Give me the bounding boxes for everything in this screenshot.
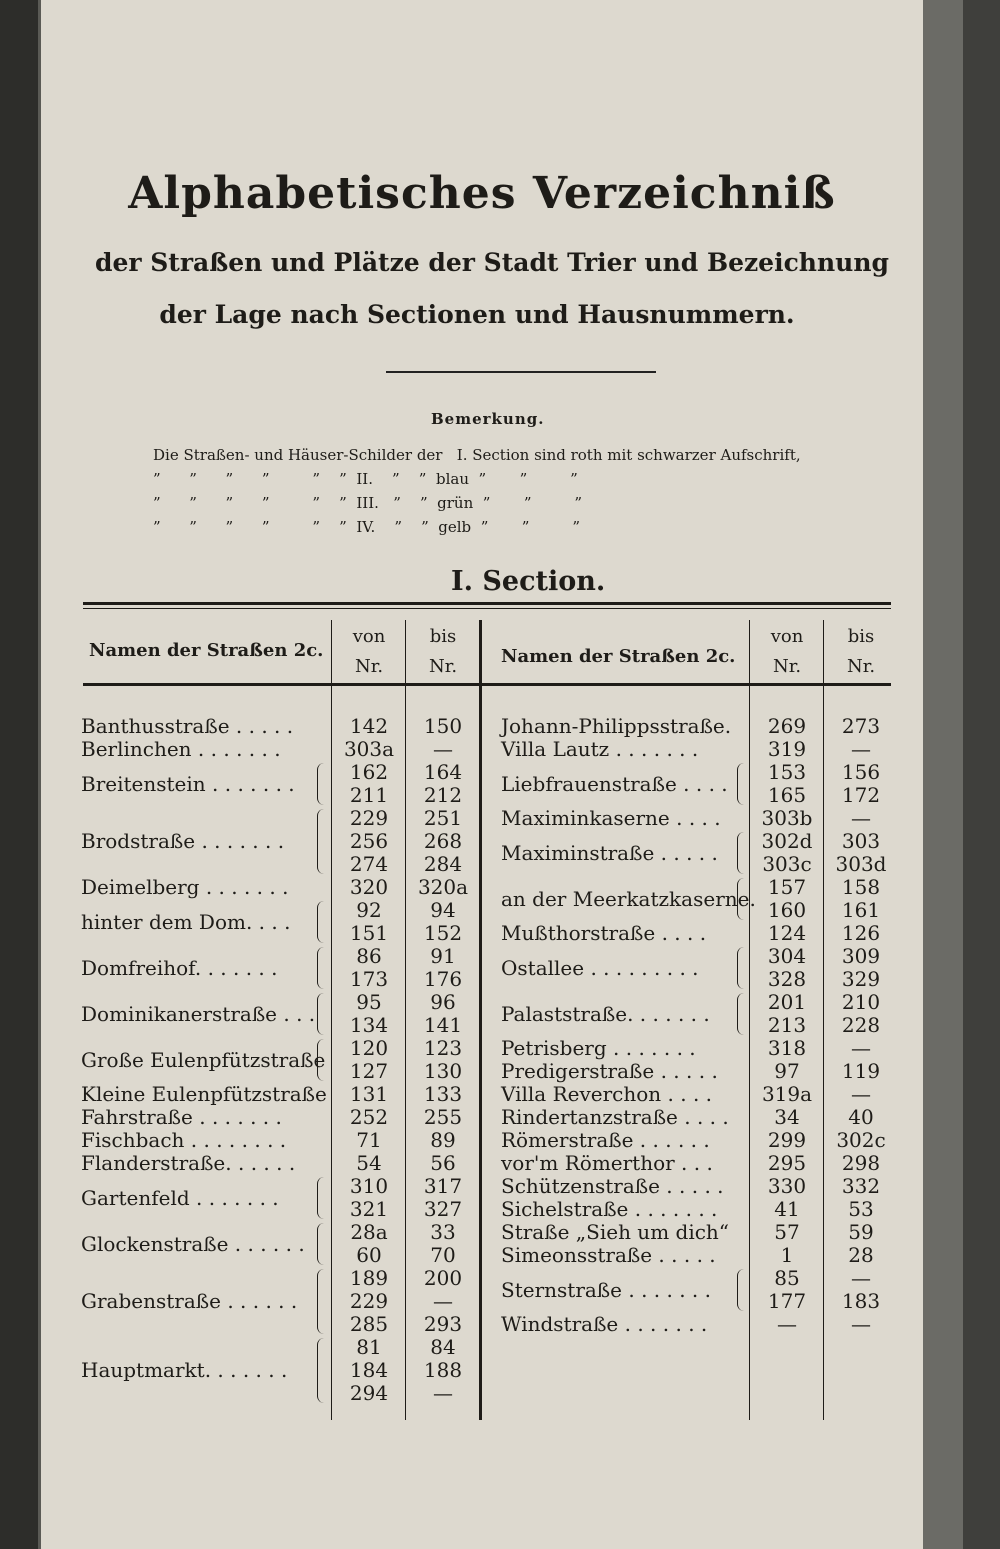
number-bis: — (851, 1036, 871, 1060)
number-bis: 156 (841, 760, 881, 784)
header-nr-text: Nr. (772, 656, 802, 677)
number-bis: 255 (423, 1105, 463, 1129)
street-name: Maximinkaserne . . . . (501, 806, 721, 830)
number-bis: 161 (841, 898, 881, 922)
remark-line: ” ” ” ” ” ” IV. ” ” gelb ” ” ” (153, 518, 580, 536)
street-name: Grabenstraße . . . . . . (81, 1289, 298, 1313)
street-name: Ostallee . . . . . . . . . (501, 955, 699, 980)
number-von: — (777, 1312, 797, 1336)
number-bis: — (433, 1381, 453, 1405)
street-name: hinter dem Dom. . . . (81, 909, 291, 934)
number-bis: 200 (423, 1266, 463, 1290)
group-brace (737, 878, 744, 920)
number-bis: 59 (848, 1220, 874, 1244)
number-bis: 119 (841, 1059, 881, 1083)
number-von: 229 (349, 1289, 389, 1313)
number-bis: 84 (430, 1335, 456, 1359)
street-name: Sichelstraße . . . . . . . (501, 1197, 718, 1221)
table-top-rule (83, 602, 891, 605)
page-title: Alphabetisches Verzeichniß (128, 168, 836, 219)
number-von: 160 (767, 898, 807, 922)
header-name-left: Namen der Straßen 2c. (89, 640, 324, 661)
header-von-text: von (770, 626, 804, 647)
street-name: Mußthorstraße . . . . (501, 921, 707, 945)
header-nr-text: Nr. (428, 656, 458, 677)
number-von: 285 (349, 1312, 389, 1336)
number-bis: 273 (841, 714, 881, 738)
number-bis: 89 (430, 1128, 456, 1152)
street-name: Rindertanzstraße . . . . (501, 1105, 729, 1129)
street-name: Johann-Philippsstraße. (501, 714, 732, 738)
number-von: 303a (343, 737, 395, 761)
number-bis: 303d (835, 852, 887, 876)
number-von: 95 (356, 990, 382, 1014)
street-name: Berlinchen . . . . . . . (81, 737, 281, 761)
street-name: Deimelberg . . . . . . . (81, 875, 289, 899)
group-brace (317, 1177, 324, 1219)
number-bis: 320a (417, 875, 469, 899)
group-brace (317, 1269, 324, 1334)
header-bis-left (407, 622, 479, 682)
number-von: 303c (762, 852, 812, 876)
number-von: 127 (349, 1059, 389, 1083)
number-bis: 212 (423, 783, 463, 807)
number-von: 252 (349, 1105, 389, 1129)
number-von: 294 (349, 1381, 389, 1405)
street-name: Hauptmarkt. . . . . . . (81, 1358, 288, 1382)
street-name: Petrisberg . . . . . . . (501, 1036, 696, 1060)
street-name: Römerstraße . . . . . . (501, 1128, 710, 1152)
header-bis-right (825, 622, 897, 682)
number-von: 57 (774, 1220, 800, 1244)
group-brace (317, 947, 324, 989)
number-bis: 28 (848, 1243, 874, 1267)
street-name: Kleine Eulenpfützstraße (81, 1082, 327, 1106)
remark-line: ” ” ” ” ” ” III. ” ” grün ” ” ” (153, 494, 583, 512)
number-bis: — (851, 806, 871, 830)
street-name: Windstraße . . . . . . . (501, 1312, 708, 1336)
center-divider (479, 620, 482, 1420)
number-von: 201 (767, 990, 807, 1014)
street-name: Simeonsstraße . . . . . (501, 1243, 716, 1267)
street-name: an der Meerkatzkaserne. (501, 886, 756, 911)
header-von-text: von (352, 626, 386, 647)
number-von: 274 (349, 852, 389, 876)
number-bis: 126 (841, 921, 881, 945)
group-brace (317, 809, 324, 874)
number-bis: 268 (423, 829, 463, 853)
number-von: 256 (349, 829, 389, 853)
book-page (38, 0, 963, 1549)
number-bis: 298 (841, 1151, 881, 1175)
number-von: 81 (356, 1335, 382, 1359)
number-von: 124 (767, 921, 807, 945)
remark-line: Die Straßen- und Häuser-Schilder der I. Section sind roth mit schwarzer Aufschrift, (153, 446, 801, 464)
street-name: Schützenstraße . . . . . (501, 1174, 724, 1198)
number-von: 92 (356, 898, 382, 922)
number-von: 310 (349, 1174, 389, 1198)
header-von-right (751, 622, 823, 682)
number-bis: 150 (423, 714, 463, 738)
number-bis: — (851, 1312, 871, 1336)
header-von-left (333, 622, 405, 682)
header-bis-text: bis (429, 626, 457, 647)
number-bis: 164 (423, 760, 463, 784)
street-name: Brodstraße . . . . . . . (81, 829, 285, 853)
number-bis: 40 (848, 1105, 874, 1129)
street-name: Große Eulenpfützstraße (81, 1047, 326, 1072)
number-bis: 141 (423, 1013, 463, 1037)
number-bis: — (851, 737, 871, 761)
number-bis: 183 (841, 1289, 881, 1313)
table-header-rule (83, 683, 891, 686)
number-von: 28a (350, 1220, 388, 1244)
page-subtitle-line1: der Straßen und Plätze der Stadt Trier und Bezeichnung (94, 248, 889, 277)
number-bis: 176 (423, 967, 463, 991)
title-divider (386, 371, 656, 373)
number-bis: 329 (841, 967, 881, 991)
number-von: 321 (349, 1197, 389, 1221)
number-bis: 210 (841, 990, 881, 1014)
number-bis: 251 (423, 806, 463, 830)
group-brace (317, 901, 324, 943)
number-von: 319 (767, 737, 807, 761)
number-bis: 123 (423, 1036, 463, 1060)
group-brace (317, 1039, 324, 1081)
number-von: 153 (767, 760, 807, 784)
number-von: 157 (767, 875, 807, 899)
number-bis: 33 (430, 1220, 456, 1244)
number-von: 151 (349, 921, 389, 945)
header-nr-text: Nr. (846, 656, 876, 677)
page-edge (923, 0, 963, 1549)
number-von: 60 (356, 1243, 382, 1267)
number-von: 295 (767, 1151, 807, 1175)
street-name: Liebfrauenstraße . . . . (501, 771, 728, 796)
number-von: 34 (774, 1105, 800, 1129)
column-divider (331, 620, 332, 1420)
number-bis: 303 (841, 829, 881, 853)
number-bis: 96 (430, 990, 456, 1014)
remark-line: ” ” ” ” ” ” II. ” ” blau ” ” ” (153, 470, 578, 488)
street-name: Fahrstraße . . . . . . . (81, 1105, 282, 1129)
number-bis: — (433, 737, 453, 761)
column-divider (749, 620, 750, 1420)
remark-label: Bemerkung. (431, 410, 545, 428)
table-top-rule-thin (83, 608, 891, 609)
group-brace (737, 763, 744, 805)
street-name: Banthusstraße . . . . . (81, 714, 294, 738)
number-bis: — (851, 1082, 871, 1106)
number-bis: 91 (430, 944, 456, 968)
header-name-right: Namen der Straßen 2c. (501, 646, 736, 667)
street-name: Predigerstraße . . . . . (501, 1059, 718, 1083)
group-brace (737, 1269, 744, 1311)
number-von: 318 (767, 1036, 807, 1060)
number-von: 41 (774, 1197, 800, 1221)
number-bis: 309 (841, 944, 881, 968)
number-von: 134 (349, 1013, 389, 1037)
street-name: Palaststraße. . . . . . . (501, 1001, 710, 1026)
number-von: 162 (349, 760, 389, 784)
number-von: 302d (761, 829, 813, 853)
number-von: 319a (761, 1082, 813, 1106)
number-bis: 327 (423, 1197, 463, 1221)
number-von: 71 (356, 1128, 382, 1152)
column-divider (823, 620, 824, 1420)
number-von: 173 (349, 967, 389, 991)
number-von: 131 (349, 1082, 389, 1106)
header-bis-text: bis (847, 626, 875, 647)
number-von: 330 (767, 1174, 807, 1198)
number-von: 303b (761, 806, 813, 830)
group-brace (317, 1223, 324, 1265)
number-von: 213 (767, 1013, 807, 1037)
street-name: Flanderstraße. . . . . . (81, 1151, 296, 1175)
number-bis: 152 (423, 921, 463, 945)
number-bis: 228 (841, 1013, 881, 1037)
street-name: Domfreihof. . . . . . . (81, 955, 278, 980)
number-bis: 302c (836, 1128, 886, 1152)
group-brace (317, 1338, 324, 1403)
street-name: Gartenfeld . . . . . . . (81, 1185, 279, 1210)
number-von: 229 (349, 806, 389, 830)
number-bis: — (433, 1289, 453, 1313)
group-brace (317, 993, 324, 1035)
number-von: 304 (767, 944, 807, 968)
street-name: Straße „Sieh um dich“ (501, 1220, 730, 1244)
page-subtitle-line2: der Lage nach Sectionen und Hausnummern. (159, 300, 795, 329)
number-von: 269 (767, 714, 807, 738)
number-bis: 133 (423, 1082, 463, 1106)
number-von: 165 (767, 783, 807, 807)
number-von: 120 (349, 1036, 389, 1060)
number-bis: 317 (423, 1174, 463, 1198)
number-von: 1 (780, 1243, 794, 1267)
number-von: 54 (356, 1151, 382, 1175)
group-brace (737, 993, 744, 1035)
street-name: Glockenstraße . . . . . . (81, 1231, 305, 1256)
section-title: I. Section. (451, 566, 606, 597)
number-bis: 284 (423, 852, 463, 876)
book-spine (0, 0, 38, 1549)
number-von: 328 (767, 967, 807, 991)
street-name: vor'm Römerthor . . . (501, 1151, 713, 1175)
group-brace (737, 832, 744, 874)
number-bis: 332 (841, 1174, 881, 1198)
number-bis: 94 (430, 898, 456, 922)
number-von: 142 (349, 714, 389, 738)
number-von: 177 (767, 1289, 807, 1313)
number-bis: 188 (423, 1358, 463, 1382)
street-name: Breitenstein . . . . . . . (81, 771, 295, 796)
number-bis: 293 (423, 1312, 463, 1336)
number-von: 299 (767, 1128, 807, 1152)
number-bis: 172 (841, 783, 881, 807)
number-von: 211 (349, 783, 389, 807)
number-von: 189 (349, 1266, 389, 1290)
street-name: Maximinstraße . . . . . (501, 840, 718, 865)
column-divider (405, 620, 406, 1420)
group-brace (317, 763, 324, 805)
number-von: 85 (774, 1266, 800, 1290)
street-name: Villa Lautz . . . . . . . (501, 737, 699, 761)
number-bis: 56 (430, 1151, 456, 1175)
number-von: 320 (349, 875, 389, 899)
street-name: Fischbach . . . . . . . . (81, 1128, 287, 1152)
number-von: 86 (356, 944, 382, 968)
street-name: Dominikanerstraße . . . (81, 1001, 316, 1026)
street-name: Villa Reverchon . . . . (501, 1082, 713, 1106)
number-bis: 130 (423, 1059, 463, 1083)
header-nr-text: Nr. (354, 656, 384, 677)
number-bis: 70 (430, 1243, 456, 1267)
number-bis: — (851, 1266, 871, 1290)
number-von: 97 (774, 1059, 800, 1083)
number-bis: 158 (841, 875, 881, 899)
number-bis: 53 (848, 1197, 874, 1221)
number-von: 184 (349, 1358, 389, 1382)
group-brace (737, 947, 744, 989)
street-name: Sternstraße . . . . . . . (501, 1277, 711, 1302)
